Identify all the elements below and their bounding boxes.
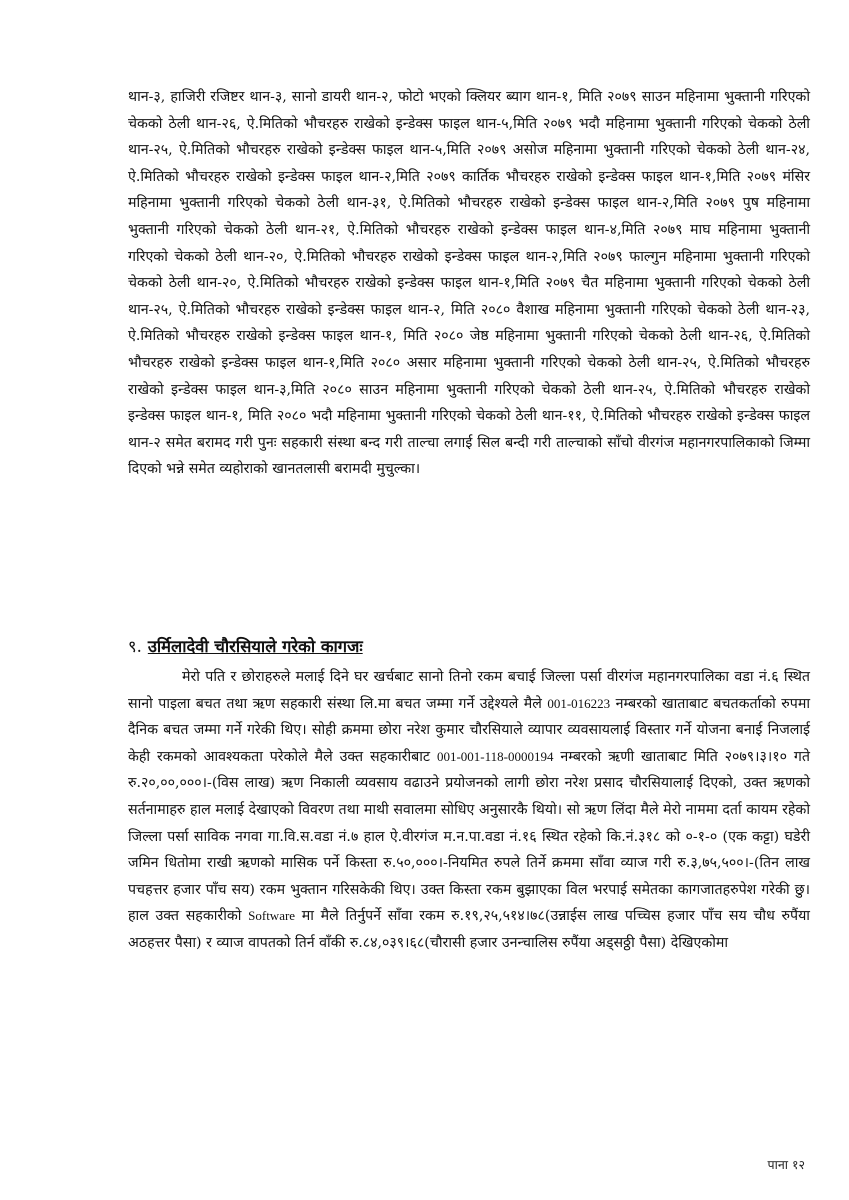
section-heading [128,632,810,662]
paragraph-statement [128,664,810,957]
statement-text-part-4: मा मैले तिर्नुपर्ने साँवा रकम रु.१९,२५,५१४।७८(उन्नाईस लाख पच्चिस हजार पाँच सय चौध रुपैंया अठहत्तर पैसा) र व्याज वापतको तिर्न वाँकी रु.८४,०३९।६८(चौरासी हजार उनन्चालिस रुपैंया अड्सठ्ठी पैसा) देखिएकोमा [128,908,810,951]
statement-text-part-3: नम्बरको ऋणी खाताबाट मिति २०७९।३।१० गते रु.२०,००,०००।-(विस लाख) ऋण निकाली व्यवसाय वढाउने प्रयोजनको लागी छोरा नरेश प्रसाद चौरसियालाई दिएको, उक्त ऋणको सर्तनामाहरु हाल मलाई देखाएको विवरण तथा माथी सवालमा सोधिए अनुसारकै थियो। सो ऋण लिंदा मैले मेरो नाममा दर्ता कायम रहेको जिल्ला पर्सा साविक नगवा गा.वि.स.वडा नं.७ हाल ऐ.वीरगंज म.न.पा.वडा नं.१६ स्थित रहेको कि.नं.३१८ को ०-१-० (एक कट्टा) घडेरी जमिन धितोमा राखी ऋणको मासिक पर्ने किस्ता रु.५०,०००।-नियमित रुपले तिर्ने क्रममा साँवा व्याज गरी रु.३,७५,५००।-(तिन लाख पचहत्तर हजार पाँच सय) रकम भुक्तान गरिसकेकी थिए। उक्त किस्ता रकम बुझाएका विल भरपाई समेतका कागजातहरुपेश गरेकी छु। हाल उक्त सहकारीको [128,748,810,925]
loan-account-number: 001-001-118-0000194 [436,748,554,764]
statement-text-part-1: मेरो पति र छोराहरुले मलाई दिने घर खर्चबाट सानो तिनो रकम बचाई जिल्ला पर्सा वीरगंज महानगरपालिका वडा नं.६ स्थित सानो पाइला बचत तथा ऋण सहकारी संस्था लि.मा बचत जम्मा गर्ने उद्देश्यले मैले [128,669,810,712]
page-number: पाना १२ [767,1157,805,1172]
savings-account-number: 001-016223 [547,695,611,711]
software-word: Software [248,908,296,924]
statement-text-part-2: नम्बरको खाताबाट बचतकर्ताको रुपमा दैनिक बचत जम्मा गर्ने गरेकी थिए। सोही क्रममा छोरा नरेश कुमार चौरसियाले व्यापार व्यवसायलाई विस्तार गर्ने योजना बनाई निजलाई केही रकमको आवश्यकता परेकोले मैले उक्त सहकारीबाट [128,695,810,765]
paragraph-seized-items: थान-३, हाजिरी रजिष्टर थान-३, सानो डायरी थान-२, फोटो भएको क्लियर ब्याग थान-१, मिति २०७९ साउन महिनामा भुक्तानी गरिएको चेकको ठेली थान-२६, ऐ.मितिको भौचरहरु राखेको इन्डेक्स फाइल थान-५,मिति २०७९ भदौ महिनामा भुक्तानी गरिएको चेकको ठेली थान-२५, ऐ.मितिको भौचरहरु राखेको इन्डेक्स फाइल थान-५,मिति २०७९ असोज महिनामा भुक्तानी गरिएको चेकको ठेली थान-२४, ऐ.मितिको भौचरहरु राखेको इन्डेक्स फाइल थान-२,मिति २०७९ कार्तिक भौचरहरु राखेको इन्डेक्स फाइल थान-१,मिति २०७९ मंसिर महिनामा भुक्तानी गरिएको चेकको ठेली थान-३१, ऐ.मितिको भौचरहरु राखेको इन्डेक्स फाइल थान-२,मिति २०७९ पुष महिनामा भुक्तानी गरिएको चेकको ठेली थान-२१, ऐ.मितिको भौचरहरु राखेको इन्डेक्स फाइल थान-४,मिति २०७९ माघ महिनामा भुक्तानी गरिएको चेकको ठेली थान-२०, ऐ.मितिको भौचरहरु राखेको इन्डेक्स फाइल थान-२,मिति २०७९ फाल्गुन महिनामा भुक्तानी गरिएको चेकको ठेली थान-२०, ऐ.मितिको भौचरहरु राखेको इन्डेक्स फाइल थान-१,मिति २०७९ चैत महिनामा भुक्तानी गरिएको चेकको ठेली थान-२५, ऐ.मितिको भौचरहरु राखेको इन्डेक्स फाइल थान-२, मिति २०८० वैशाख महिनामा भुक्तानी गरिएको चेकको ठेली थान-२३, ऐ.मितिको भौचरहरु राखेको इन्डेक्स फाइल थान-१, मिति २०८० जेष्ठ महिनामा भुक्तानी गरिएको चेकको ठेली थान-२६, ऐ.मितिको भौचरहरु राखेको इन्डेक्स फाइल थान-१,मिति २०८० असार महिनामा भुक्तानी गरिएको चेकको ठेली थान-२५, ऐ.मितिको भौचरहरु राखेको इन्डेक्स फाइल थान-३,मिति २०८० साउन महिनामा भुक्तानी गरिएको चेकको ठेली थान-२५, ऐ.मितिको भौचरहरु राखेको इन्डेक्स फाइल थान-१, मिति २०८० भदौ महिनामा भुक्तानी गरिएको चेकको ठेली थान-११, ऐ.मितिको भौचरहरु राखेको इन्डेक्स फाइल थान-२ समेत बरामद गरी पुनः सहकारी संस्था बन्द गरी ताल्चा लगाई सिल बन्दी गरी ताल्चाको साँचो वीरगंज महानगरपालिकाको जिम्मा दिएको भन्ने समेत व्यहोराको खानतलासी बरामदी मुचुल्का। [128,89,810,478]
section-title: उर्मिलादेवी चौरसियाले गरेको कागजः [147,637,363,656]
section-number: ९. [128,637,142,656]
